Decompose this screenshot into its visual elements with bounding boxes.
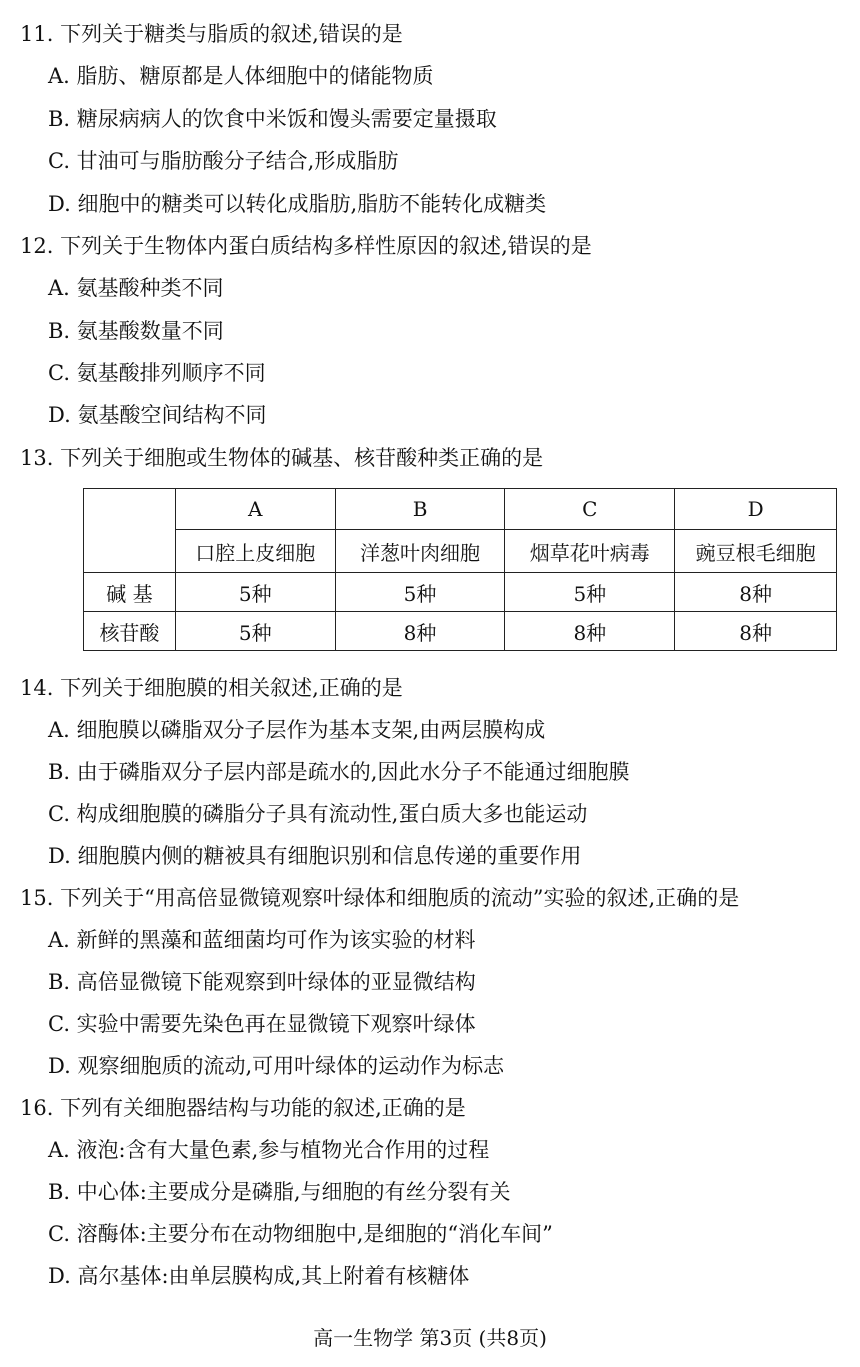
q13-stem: 13. 下列关于细胞或生物体的碱基、核苷酸种类正确的是 [20,446,544,470]
table-header-b: B [335,489,505,530]
q16-option-b: B. 中心体:主要成分是磷脂,与细胞的有丝分裂有关 [48,1180,511,1204]
table-header-d: D [675,489,837,530]
q13-table [83,488,837,651]
q14-option-c: C. 构成细胞膜的磷脂分子具有流动性,蛋白质大多也能运动 [48,802,588,826]
table-cell: 8种 [335,612,505,651]
q14-option-b: B. 由于磷脂双分子层内部是疏水的,因此水分子不能通过细胞膜 [48,760,630,784]
q14-option-d: D. 细胞膜内侧的糖被具有细胞识别和信息传递的重要作用 [48,844,582,868]
table-corner-cell [84,489,176,573]
q15-option-a: A. 新鲜的黑藻和蓝细菌均可作为该实验的材料 [48,928,476,952]
table-cell: 5种 [335,573,505,612]
q14-stem: 14. 下列关于细胞膜的相关叙述,正确的是 [20,676,403,700]
q15-option-b: B. 高倍显微镜下能观察到叶绿体的亚显微结构 [48,970,476,994]
q11-stem: 11. 下列关于糖类与脂质的叙述,错误的是 [20,22,403,46]
q15-option-c: C. 实验中需要先染色再在显微镜下观察叶绿体 [48,1012,476,1036]
q16-option-c: C. 溶酶体:主要分布在动物细胞中,是细胞的“消化车间” [48,1222,553,1246]
table-cell: 5种 [505,573,675,612]
table-row-bases [84,573,837,612]
q11-option-b: B. 糖尿病病人的饮食中米饭和馒头需要定量摄取 [48,107,497,131]
table-row-label: 碱 基 [84,573,176,612]
q16-stem: 16. 下列有关细胞器结构与功能的叙述,正确的是 [20,1096,466,1120]
table-header-row [84,489,837,530]
q16-option-a: A. 液泡:含有大量色素,参与植物光合作用的过程 [48,1138,490,1162]
q12-stem: 12. 下列关于生物体内蛋白质结构多样性原因的叙述,错误的是 [20,234,592,258]
table-organism-a: 口腔上皮细胞 [175,530,335,573]
q11-option-c: C. 甘油可与脂肪酸分子结合,形成脂肪 [48,149,399,173]
table-row-nucleotides [84,612,837,651]
table-organism-row [84,530,837,573]
table-cell: 5种 [175,573,335,612]
q14-option-a: A. 细胞膜以磷脂双分子层作为基本支架,由两层膜构成 [48,718,546,742]
q12-option-c: C. 氨基酸排列顺序不同 [48,361,266,385]
table-cell: 8种 [675,612,837,651]
q15-option-d: D. 观察细胞质的流动,可用叶绿体的运动作为标志 [48,1054,505,1078]
table-organism-c: 烟草花叶病毒 [505,530,675,573]
table-cell: 8种 [505,612,675,651]
table-row-label: 核苷酸 [84,612,176,651]
table-organism-d: 豌豆根毛细胞 [675,530,837,573]
q11-option-d: D. 细胞中的糖类可以转化成脂肪,脂肪不能转化成糖类 [48,192,547,216]
q12-option-b: B. 氨基酸数量不同 [48,319,224,343]
table-cell: 5种 [175,612,335,651]
table-cell: 8种 [675,573,837,612]
table-header-a: A [175,489,335,530]
table-header-c: C [505,489,675,530]
q11-option-a: A. 脂肪、糖原都是人体细胞中的储能物质 [48,64,434,88]
table-organism-b: 洋葱叶肉细胞 [335,530,505,573]
page-footer: 高一生物学 第3页 (共8页) [313,1326,547,1350]
q16-option-d: D. 高尔基体:由单层膜构成,其上附着有核糖体 [48,1264,470,1288]
q12-option-a: A. 氨基酸种类不同 [48,276,224,300]
q15-stem: 15. 下列关于“用高倍显微镜观察叶绿体和细胞质的流动”实验的叙述,正确的是 [20,886,740,910]
q12-option-d: D. 氨基酸空间结构不同 [48,403,267,427]
